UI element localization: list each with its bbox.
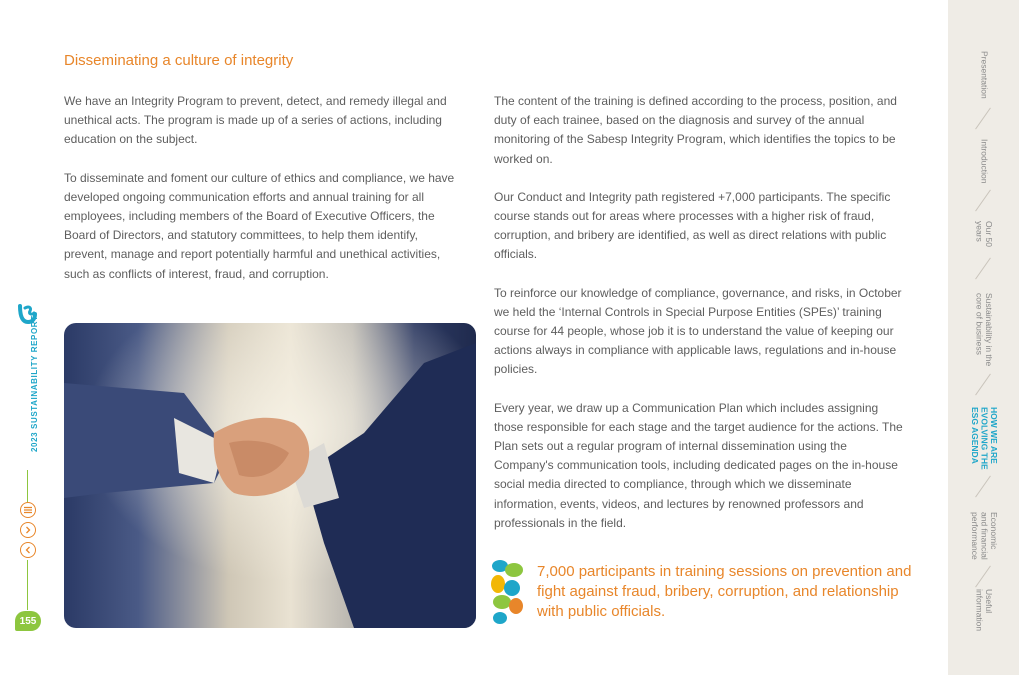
page-number: 155: [15, 611, 41, 631]
sidebar-divider: [975, 108, 991, 130]
handshake-illustration: [64, 323, 476, 628]
left-column: [64, 92, 464, 303]
sidebar-divider: [975, 258, 991, 280]
left-rail: [0, 0, 50, 675]
sidebar-item-label: Our 50 years: [974, 221, 994, 247]
sidebar-item-economic-performance[interactable]: [948, 500, 1019, 572]
sidebar-item-label: Sustainability in the core of business: [974, 293, 994, 367]
sidebar-item-introduction[interactable]: [948, 128, 1019, 194]
highlight-callout: 7,000 participants in training sessions on prevention and fight against fraud, bribery, corruption, and relationship with public officials.: [537, 563, 912, 620]
section-title: Disseminating a culture of integrity: [64, 52, 294, 69]
sidebar-item-presentation[interactable]: [948, 40, 1019, 110]
previous-icon[interactable]: [20, 542, 36, 558]
paragraph: To disseminate and foment our culture of ethics and compliance, we have developed ongoing communication efforts and annual training for all employees, including members of the Board of Executive Officers, the Board of Directors, and statutory committees, to help them identify, prevent, manage and report potentially harmful and unethical activities, such as conflicts of interest, fraud, and corruption.: [64, 170, 455, 281]
paragraph: Every year, we draw up a Communication Plan which includes assigning those responsible for each stage and the target audience for the actions. The Plan sets out a regular program of internal dissemination using the Company's communication tools, including dedicated pages on the in-house social media directed to compliance, through which we disseminate information, events, videos, and lectures by renowned professors and professionals in the field.: [494, 400, 903, 530]
paragraph: The content of the training is defined according to the process, position, and duty of each trainee, based on the diagnosis and survey of the annual monitoring of the Sabesp Integrity Program, which identifies the topics to be worked on.: [494, 94, 897, 166]
sidebar-item-label: HOW WE ARE EVOLVING THE ESG AGENDA: [969, 406, 999, 470]
leaf-pattern-icon: [490, 556, 526, 626]
right-column: [494, 92, 909, 552]
sidebar-item-label: Useful information: [974, 588, 994, 632]
sidebar-item-label: Introduction: [979, 138, 990, 184]
section-sidebar: [948, 0, 1019, 675]
sidebar-item-our-50-years[interactable]: [948, 210, 1019, 258]
sidebar-item-label: Economic and financial performance: [969, 512, 999, 560]
sidebar-item-sustainability[interactable]: [948, 282, 1019, 378]
menu-icon[interactable]: [20, 502, 36, 518]
next-icon[interactable]: [20, 522, 36, 538]
handshake-photo: [64, 323, 476, 628]
sidebar-item-label: Presentation: [979, 51, 990, 99]
sidebar-item-esg-agenda[interactable]: [948, 400, 1019, 476]
rail-divider: [27, 560, 28, 610]
rail-divider: [27, 470, 28, 506]
paragraph: We have an Integrity Program to prevent, detect, and remedy illegal and unethical acts. The program is made up of a series of actions, including education on the subject.: [64, 94, 447, 147]
sidebar-divider: [975, 476, 991, 498]
paragraph: To reinforce our knowledge of compliance, governance, and risks, in October we held the ‘Internal Controls in Special Purpose Entities (SPEs)’ training course for 44 people, whose job it is to understand the value of keeping our actions always in compliance with applicable laws, regulations and in-house policies.: [494, 285, 902, 377]
paragraph: Our Conduct and Integrity path registered +7,000 participants. The specific course stands out for areas where processes with a higher risk of fraud, corruption, and bribery are identified, as well as direct relations with public officials.: [494, 189, 891, 262]
report-label: 2023 SUSTAINABILITY REPORT: [30, 315, 39, 452]
sidebar-item-useful-information[interactable]: [948, 582, 1019, 638]
